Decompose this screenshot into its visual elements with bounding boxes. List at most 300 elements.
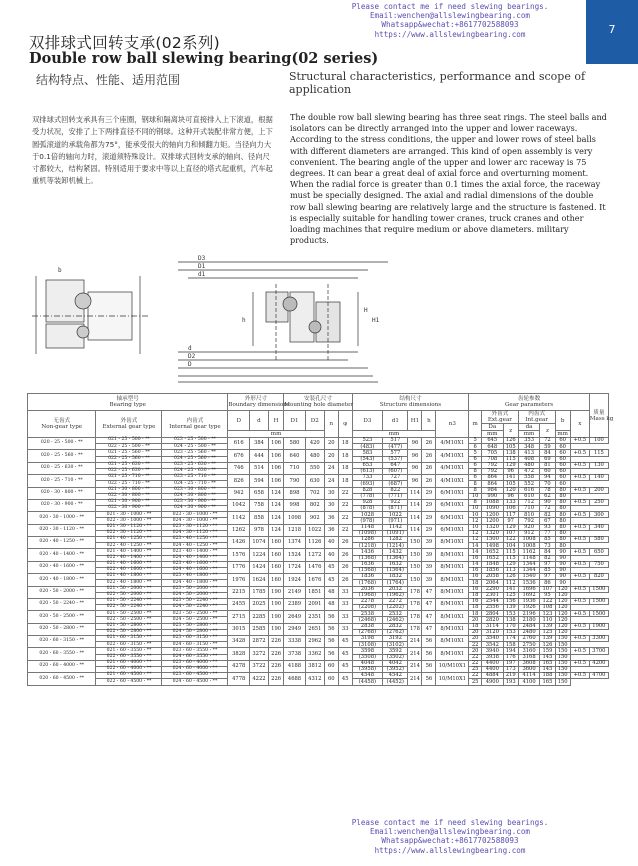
table-cell: 710	[518, 506, 540, 512]
table-cell: 2455	[228, 598, 250, 610]
header-mass: 质量 Mass kg	[589, 394, 608, 438]
table-cell: 56	[422, 648, 436, 660]
table-cell: 25	[469, 666, 482, 672]
table-cell: 72	[540, 506, 555, 512]
table-cell: 022・50・2500・**	[96, 617, 162, 623]
table-cell: 3592	[383, 648, 408, 654]
table-cell: 4048	[352, 660, 382, 666]
table-cell: +0.5	[570, 450, 589, 456]
table-cell: 2196	[518, 611, 540, 617]
table-cell: 14	[469, 561, 482, 567]
table-cell: 72	[540, 438, 555, 444]
table-cell: 2064	[482, 580, 504, 586]
table-cell: 114	[408, 524, 422, 536]
table-cell: 60	[324, 660, 338, 672]
table-cell: 1498	[482, 543, 504, 549]
table-cell: +0.5	[570, 487, 589, 493]
table-cell: 2301	[482, 592, 504, 598]
table-cell: 40	[324, 537, 338, 549]
table-cell: 3722	[249, 660, 268, 672]
contact-whatsapp: Whatsapp&wechat:+8617702588093	[381, 836, 519, 846]
table-cell: 16	[469, 586, 482, 592]
table-cell: 26	[338, 574, 352, 586]
table-cell: 115	[503, 456, 518, 462]
cross-section-drawing	[28, 252, 418, 388]
contact-email[interactable]: Email:wenchen@allslewingbearing.com	[369, 11, 530, 21]
table-cell: 124	[268, 512, 283, 524]
table-cell: 47	[422, 611, 436, 623]
table-cell: 1008	[518, 543, 540, 549]
table-cell: 1696	[518, 586, 540, 592]
spec-table	[27, 393, 614, 686]
table-cell: (2762)	[383, 629, 408, 635]
table-cell: 250	[589, 499, 608, 505]
table-cell: 550	[305, 462, 324, 474]
table-cell: 178	[408, 611, 422, 623]
table-cell: +0.5	[570, 636, 589, 642]
table-cell: 125	[503, 592, 518, 598]
table-cell: 020・40・1800・**	[28, 574, 96, 586]
table-cell: 18	[469, 623, 482, 629]
table-cell: +0.5	[570, 499, 589, 505]
table-cell: 2058	[482, 574, 504, 580]
table-cell: 022・50・2000・**	[96, 592, 162, 598]
table-cell: 2149	[284, 586, 306, 598]
table-cell: (483)	[352, 444, 382, 450]
table-cell: 702	[305, 487, 324, 499]
table-cell: 96	[503, 493, 518, 499]
table-cell: 16	[469, 555, 482, 561]
table-cell: 1224	[249, 549, 268, 561]
table-cell: 020・50・2500・**	[28, 611, 96, 623]
table-cell: 648	[482, 444, 504, 450]
table-cell: (2468)	[352, 617, 382, 623]
header-int: 内齿式 Internal gear type	[162, 411, 228, 438]
table-cell: 30	[324, 499, 338, 511]
table-cell: 023・30・800・**	[162, 487, 228, 493]
table-cell: 594	[249, 475, 268, 487]
table-cell: 022・25・500・**	[96, 444, 162, 450]
table-cell: 6	[469, 456, 482, 462]
table-cell: 120	[555, 605, 570, 611]
table-cell: 20	[469, 629, 482, 635]
table-cell: 47	[422, 598, 436, 610]
contact-website[interactable]: https://www.allslewingbearing.com	[374, 845, 526, 855]
table-cell: 021・30・800・**	[96, 487, 162, 493]
table-cell: (771)	[383, 493, 408, 499]
table-cell: 190	[268, 586, 283, 598]
table-cell: 912	[518, 530, 540, 536]
table-cell: 150	[555, 636, 570, 642]
spec-table-body	[28, 394, 614, 686]
header-x: x	[570, 411, 589, 438]
drawing-left-section	[32, 276, 148, 354]
table-cell: (2208)	[352, 605, 382, 611]
table-cell: 020・50・2240・**	[28, 598, 96, 610]
table-cell: 8/M10X1	[436, 537, 469, 549]
label-b: b	[58, 267, 62, 274]
table-cell: 10/M10X1	[436, 673, 469, 685]
table-cell: 18	[469, 580, 482, 586]
table-cell: 020・30・1000・**	[28, 512, 96, 524]
section-heading-en: Structural characteristics, performance and scope of application	[289, 70, 586, 96]
table-cell: 29	[422, 512, 436, 524]
table-cell: 5	[469, 438, 482, 444]
table-cell: 62	[540, 493, 555, 499]
table-cell: 920	[518, 524, 540, 530]
page-number-tab	[586, 0, 638, 64]
table-cell: 145	[540, 666, 555, 672]
table-cell: 80	[555, 524, 570, 530]
table-cell: 2484	[518, 623, 540, 629]
table-cell: 6/M10X1	[436, 499, 469, 511]
table-cell: 139	[540, 623, 555, 629]
table-cell: 1074	[249, 537, 268, 549]
table-cell: 120	[555, 617, 570, 623]
table-cell: 3542	[482, 642, 504, 648]
table-cell: 021・50・2240・**	[96, 598, 162, 604]
table-cell: 790	[284, 475, 306, 487]
table-cell: 616	[228, 438, 250, 450]
table-cell: 021・30・900・**	[96, 499, 162, 505]
table-cell: 348	[518, 444, 540, 450]
table-cell: 45	[338, 648, 352, 660]
table-cell: (3508)	[352, 654, 382, 660]
table-cell: 150	[408, 537, 422, 549]
unit-Da: mm	[482, 431, 504, 438]
table-cell: 138	[503, 617, 518, 623]
table-cell: +0.5	[570, 660, 589, 666]
table-cell: (1091)	[383, 530, 408, 536]
table-cell: 94	[540, 475, 555, 481]
table-cell: 4278	[228, 660, 250, 672]
table-cell: 1692	[518, 592, 540, 598]
table-cell: 1374	[284, 537, 306, 549]
table-cell: 1848	[482, 561, 504, 567]
table-cell: 1320	[482, 530, 504, 536]
table-cell: 4900	[482, 679, 504, 685]
table-cell: 020・50・2000・**	[28, 586, 96, 598]
label-d1: d1	[198, 271, 206, 278]
table-cell: 1344	[518, 561, 540, 567]
table-cell: 024・30・1000・**	[162, 518, 228, 524]
table-cell: 580	[589, 537, 608, 543]
table-cell: 710	[284, 462, 306, 474]
table-cell: 40	[324, 549, 338, 561]
table-cell: 733	[352, 475, 382, 481]
table-cell: 73	[540, 543, 555, 549]
table-cell: 6/M10X1	[436, 512, 469, 524]
table-cell: 020・40・1400・**	[28, 549, 96, 561]
table-cell: 84	[540, 549, 555, 555]
table-cell: 10	[469, 512, 482, 518]
table-cell: 60	[555, 456, 570, 462]
table-cell: 024・60・4500・**	[162, 679, 228, 685]
table-cell: 1900	[589, 623, 608, 629]
table-cell: 020・25・630・**	[28, 462, 96, 474]
table-cell: 020・25・500・**	[28, 438, 96, 450]
table-cell: 170	[503, 623, 518, 629]
table-cell: 22	[338, 524, 352, 536]
table-cell: 3540	[482, 636, 504, 642]
table-cell: 60	[555, 475, 570, 481]
table-cell: 024・50・2500・**	[162, 617, 228, 623]
table-cell: +0.5	[570, 512, 589, 518]
table-cell: 25	[469, 679, 482, 685]
table-cell: 129	[503, 561, 518, 567]
table-cell: 4188	[284, 660, 306, 672]
table-cell: 2651	[305, 623, 324, 635]
table-cell: 021・25・500・**	[96, 438, 162, 444]
table-cell: 97	[540, 561, 555, 567]
table-cell: 023・25・500・**	[162, 438, 228, 444]
table-cell: 150	[555, 679, 570, 685]
header-n3: n3	[436, 411, 469, 438]
table-cell: 190	[268, 611, 283, 623]
table-cell: 8/M10X1	[436, 574, 469, 586]
table-cell: 023・30・1120・**	[162, 524, 228, 530]
table-cell: 023・50・2000・**	[162, 586, 228, 592]
table-cell: +0.5	[570, 438, 589, 444]
table-cell: 4/M10X1	[436, 462, 469, 474]
table-cell: 647	[383, 462, 408, 468]
table-cell: 115	[503, 555, 518, 561]
table-cell: 984	[482, 487, 504, 493]
table-cell: 1976	[228, 574, 250, 586]
table-cell: 45	[338, 673, 352, 685]
table-cell: 2760	[518, 636, 540, 642]
table-cell: 20	[469, 648, 482, 654]
table-cell: 176	[503, 654, 518, 660]
table-cell: 1200	[482, 518, 504, 524]
table-cell: 1142	[228, 512, 250, 524]
table-cell: 022・30・1120・**	[96, 530, 162, 536]
table-cell: 96	[408, 475, 422, 487]
table-cell: 10	[469, 493, 482, 499]
table-cell: 140	[589, 475, 608, 481]
table-cell: 160	[268, 537, 283, 549]
table-cell: 2091	[305, 598, 324, 610]
table-cell: 792	[482, 462, 504, 468]
table-cell: 022・40・1250・**	[96, 543, 162, 549]
units-boundary-mounting: mm	[228, 431, 324, 438]
table-cell: 021・40・1600・**	[96, 561, 162, 567]
label-D1: D1	[198, 263, 206, 270]
table-cell: 022・50・2800・**	[96, 629, 162, 635]
table-cell: 159	[540, 648, 555, 654]
table-cell: 024・60・4000・**	[162, 666, 228, 672]
table-cell: 8/M10X1	[436, 636, 469, 648]
table-cell: +0.5	[570, 462, 589, 468]
table-cell: 124	[268, 499, 283, 511]
table-cell: 90	[555, 549, 570, 555]
table-cell: 023・30・900・**	[162, 499, 228, 505]
table-cell: 96	[408, 462, 422, 474]
table-cell: 150	[555, 642, 570, 648]
table-cell: 45	[324, 574, 338, 586]
table-cell: 117	[503, 512, 518, 518]
table-cell: 124	[268, 487, 283, 499]
table-cell: 45	[338, 660, 352, 672]
table-cell: 3272	[249, 648, 268, 660]
table-cell: 80	[555, 518, 570, 524]
table-cell: 820	[589, 574, 608, 580]
table-cell: 022・25・630・**	[96, 468, 162, 474]
table-cell: 126	[503, 574, 518, 580]
table-cell: 80	[555, 499, 570, 505]
table-cell: 1426	[228, 537, 250, 549]
table-cell: 708	[482, 456, 504, 462]
table-cell: 300	[589, 512, 608, 518]
header-m: m	[469, 411, 482, 438]
table-cell: 3160	[518, 648, 540, 654]
table-cell: 110	[540, 617, 555, 623]
table-cell: 898	[284, 487, 306, 499]
table-cell: 020・25・560・**	[28, 450, 96, 462]
table-cell: 021・60・4000・**	[96, 660, 162, 666]
table-cell: 106	[268, 475, 283, 487]
table-cell: 197	[503, 660, 518, 666]
table-cell: 90	[540, 499, 555, 505]
table-cell: 150	[555, 673, 570, 679]
table-cell: 3738	[284, 648, 306, 660]
table-cell: 021・50・2500・**	[96, 611, 162, 617]
table-cell: 858	[249, 512, 268, 524]
table-cell: (1218)	[352, 543, 382, 549]
table-cell: 6	[469, 444, 482, 450]
table-cell: 153	[503, 629, 518, 635]
table-cell: 1632	[383, 561, 408, 567]
header-int-gear: 内齿式 Int.gear	[518, 411, 555, 424]
table-cell: 122	[540, 598, 555, 604]
header-boundary: 外形尺寸 Boundary dimensions	[228, 394, 284, 411]
table-cell: 8/M10X1	[436, 611, 469, 623]
table-cell: 36	[324, 524, 338, 536]
table-cell: 024・50・2000・**	[162, 592, 228, 598]
header-b: b	[555, 411, 570, 431]
table-cell: 2804	[482, 611, 504, 617]
table-cell: 1652	[482, 555, 504, 561]
table-cell: 2949	[284, 623, 306, 635]
table-cell: 2180	[518, 617, 540, 623]
table-cell: 020・40・1600・**	[28, 561, 96, 573]
contact-website[interactable]: https://www.allslewingbearing.com	[374, 29, 526, 39]
table-cell: 90	[555, 555, 570, 561]
table-cell: 020・60・3550・**	[28, 648, 96, 660]
table-cell: 024・25・500・**	[162, 444, 228, 450]
label-D2: D2	[188, 353, 196, 360]
table-cell: 1926	[518, 605, 540, 611]
table-cell: 4100	[518, 679, 540, 685]
table-cell: 022・25・710・**	[96, 481, 162, 487]
table-cell: 4/M10X1	[436, 475, 469, 487]
table-cell: 141	[503, 586, 518, 592]
table-cell: (687)	[383, 481, 408, 487]
table-cell: 1286	[352, 537, 382, 543]
table-cell: 021・25・560・**	[96, 450, 162, 456]
table-cell: (871)	[383, 506, 408, 512]
table-cell: 021・60・4500・**	[96, 673, 162, 679]
table-cell: 021・50・2800・**	[96, 623, 162, 629]
table-cell: 616	[518, 487, 540, 493]
table-cell: 178	[408, 586, 422, 598]
table-cell: 60	[555, 450, 570, 456]
table-cell: 18	[469, 592, 482, 598]
table-cell: 8	[469, 499, 482, 505]
table-cell: 4/M10X1	[436, 438, 469, 450]
table-cell: 165	[540, 679, 555, 685]
table-cell: 105	[503, 444, 518, 450]
table-cell: 480	[518, 462, 540, 468]
table-cell: 112	[503, 580, 518, 586]
table-cell: 90	[555, 567, 570, 573]
table-cell: 922	[383, 499, 408, 505]
table-cell: 108	[540, 605, 555, 611]
header-mounting: 安装孔尺寸 Mounting hole diameter	[284, 394, 352, 411]
table-cell: 8	[469, 481, 482, 487]
table-cell: 145	[540, 654, 555, 660]
table-cell: 1042	[228, 499, 250, 511]
table-cell: 8/M10X1	[436, 586, 469, 598]
table-cell: 3300	[589, 636, 608, 642]
table-cell: 2278	[352, 598, 382, 604]
table-cell: 653	[352, 462, 382, 468]
table-cell: 1624	[249, 574, 268, 586]
table-cell: 022・60・3150・**	[96, 642, 162, 648]
table-cell: 577	[383, 450, 408, 456]
table-cell: 80	[555, 537, 570, 543]
table-cell: 125	[540, 629, 555, 635]
header-D3: D3	[352, 411, 382, 431]
table-cell: 45	[324, 561, 338, 573]
table-cell: 120	[503, 487, 518, 493]
table-cell: 750	[589, 561, 608, 567]
table-cell: 22	[469, 654, 482, 660]
table-cell: (971)	[383, 518, 408, 524]
table-cell: 2750	[518, 642, 540, 648]
table-cell: +0.5	[570, 537, 589, 543]
header-n: n	[324, 411, 338, 438]
table-cell: 4778	[228, 673, 250, 685]
table-cell: 22	[469, 660, 482, 666]
table-cell: 8/M10X1	[436, 549, 469, 561]
table-cell: 022・30・800・**	[96, 493, 162, 499]
table-cell: 023・60・3150・**	[162, 636, 228, 642]
table-cell: 106	[268, 450, 283, 462]
page-number: 7	[608, 23, 616, 36]
table-cell: 4400	[482, 666, 504, 672]
table-cell: (2768)	[352, 629, 382, 635]
table-cell: 758	[249, 499, 268, 511]
table-cell: 020・60・3150・**	[28, 636, 96, 648]
table-cell: 20	[324, 450, 338, 462]
table-cell: 3015	[228, 623, 250, 635]
table-cell: 1022	[383, 512, 408, 518]
table-cell: 3938	[482, 654, 504, 660]
table-cell: 120	[555, 598, 570, 604]
table-cell: 8	[469, 468, 482, 474]
table-cell: 26	[422, 450, 436, 462]
contact-email[interactable]: Email:wenchen@allslewingbearing.com	[369, 827, 530, 837]
table-cell: 2649	[284, 611, 306, 623]
table-cell: 2351	[305, 611, 324, 623]
table-cell: 1500	[589, 598, 608, 604]
table-cell: 60	[555, 462, 570, 468]
table-cell: 610	[518, 493, 540, 499]
table-cell: 47	[422, 623, 436, 635]
table-cell: 24	[324, 462, 338, 474]
table-cell: (1364)	[383, 555, 408, 561]
